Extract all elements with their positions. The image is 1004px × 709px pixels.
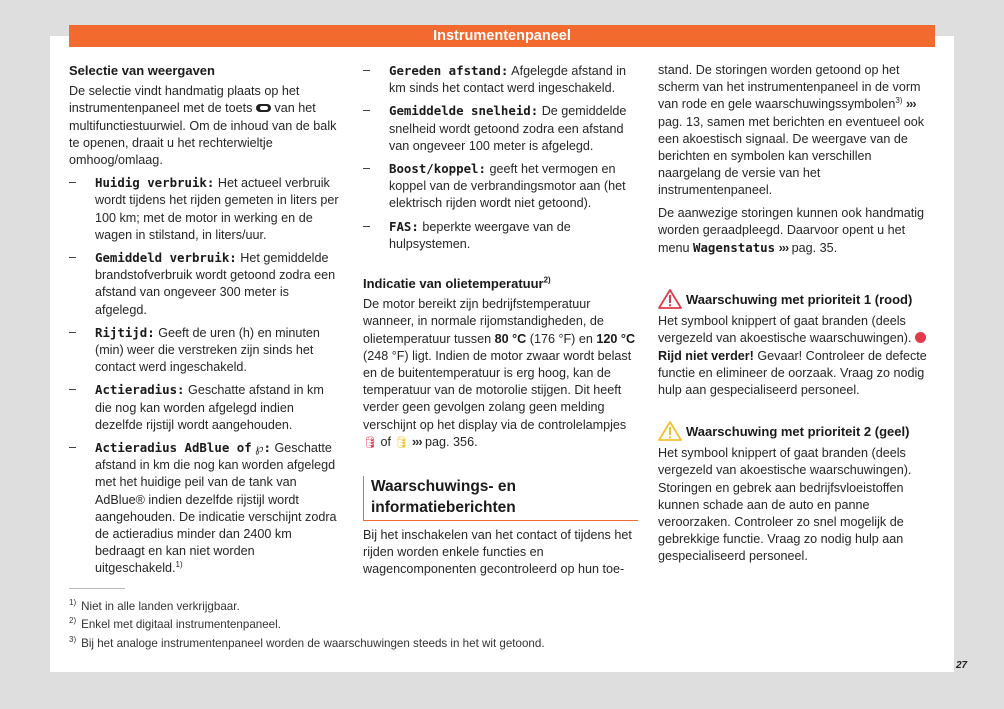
item-term: Gemiddelde snelheid: [389, 103, 539, 119]
list-item: – Actieradius: Geschatte afstand in km die nog kan worden afgelegd indien dezelfde rijstijl wordt aangehouden. [69, 382, 324, 432]
column-3 [658, 62, 936, 571]
footnote-item [69, 635, 545, 653]
list-item: – Huidig verbruik: Het actueel verbruik wordt tijdens het rijden gemeten in liters per 100 km; met de motor in werking en de wagen in stilstand, in liters/uur. [69, 175, 339, 242]
footnotes [69, 598, 545, 653]
item-text: beperkte weergave van de hulpsystemen. [389, 219, 571, 251]
item-term: Actieradius AdBlue of [95, 440, 252, 456]
item-text: Het actueel verbruik wordt tijdens het rijden gemeten in liters per 100 km; met de motor in werking en de wagen in stilstand, in liters/uur. [95, 176, 339, 242]
footnote-mark: 2) [69, 616, 77, 626]
list-item: – Rijtijd: Geeft de uren (h) en minuten (min) weer die verstreken zijn sinds het contact werd ingeschakeld. [69, 324, 320, 375]
warning-1-paragraph [658, 313, 936, 399]
item-text: Geschatte afstand in km die nog kan worden afgelegd met het huidige peil van de tank van AdBlue® indien dezelfde rijstijl wordt aangehouden. De indicatie verschijnt zodra de actieradius minder dan 2400 km bedraagt en kan niet worden uitgeschakeld. [95, 441, 337, 576]
footnote-text: Enkel met digitaal instrumentenpaneel. [81, 618, 281, 632]
status-text: samen met berichten en eventueel ook een akoestisch signaal. De weergave van de berichten en symbolen kan verschillen naargelang de versie van het instrumentenpaneel. [658, 114, 925, 198]
oil-text: (248 °F) ligt. Indien de motor zwaar wordt belast en de buitentemperatuur is erg hoog, kan de temperatuur van de motorolie stijgen. Dit heeft verder geen gevolgen zolang geen melding verschijnt op het display via de controlelampjes [363, 348, 632, 432]
warning-1-bold: Rijd niet verder! [658, 348, 754, 363]
item-term: Boost/koppel: [389, 161, 486, 177]
oil-can-yellow-icon: 🛢 [394, 436, 409, 449]
item-term: FAS: [389, 218, 419, 234]
column-2 [363, 62, 638, 584]
page-ref-link[interactable]: pag. 35. [791, 241, 838, 256]
footnote-text: Bij het analoge instrumentenpaneel worden de waarschuwingen steeds in het wit getoond. [81, 636, 545, 650]
section-paragraph: Bij het inschakelen van het contact of tijdens het rijden worden enkele functies en wagencomponenten gecontroleerd op hun toe- [363, 528, 632, 577]
list-item: – Gereden afstand: Afgelegde afstand in km sinds het contact werd ingeschakeld. [363, 63, 627, 96]
page-ref-link[interactable]: pag. 13, [658, 114, 704, 129]
warning-1-text: Gevaar! Controleer de defecte functie en elimineer de oorzaak. Vraag zo nodig hulp aan gespecialiseerd personeel. [658, 348, 927, 398]
oil-text: De motor bereikt zijn bedrijfstemperatuur wanneer, in normale rijomstandigheden, de olietemperatuur tussen [363, 297, 604, 346]
oil-temp-low: 80 °C [494, 331, 527, 346]
manual-text: De aanwezige storingen kunnen ook handmatig worden geraadpleegd. Daarvoor opent u het menu [658, 205, 925, 256]
view-button-icon [256, 104, 271, 112]
oil-paragraph [363, 296, 638, 452]
page-ref-link[interactable]: pag. 356. [425, 434, 478, 449]
list-item: – FAS: beperkte weergave van de hulpsystemen. [363, 218, 571, 251]
item-term: Huidig verbruik: [95, 175, 215, 191]
item-term: Rijtijd: [95, 324, 155, 340]
heading-olietemperatuur [363, 275, 638, 292]
manual-paragraph [658, 205, 936, 258]
oil-can-red-icon: 🛢 [363, 436, 377, 449]
warning-2-paragraph: Het symbool knippert of gaat branden (deels vergezeld van akoestische waarschuwingen). Storingen en gebrek aan bedrijfsvloeistoffen kunnen schade aan de auto en panne veroorzaken. Controleer zo snel mogelijk de gebrekkige functie. Vraag zo nodig hulp aan gespecialiseerd personeel. [658, 446, 912, 564]
item-text: Het gemiddelde brandstofverbruik wordt getoond zodra een afstand van ongeveer 300 meter is afgelegd. [95, 251, 336, 317]
warning-2-title: Waarschuwing met prioriteit 2 (geel) [686, 423, 910, 439]
heading-selectie: Selectie van weergaven [69, 63, 215, 78]
item-text: Geschatte afstand in km die nog kan worden afgelegd indien dezelfde rijstijl wordt aangehouden. [95, 383, 324, 432]
item-text: Afgelegde afstand in km sinds het contact werd ingeschakeld. [389, 64, 627, 96]
footnote-mark: 3) [69, 634, 77, 644]
list-item: – Actieradius AdBlue of ℘: Geschatte afstand in km die nog kan worden afgelegd met het huidige peil van de tank van AdBlue® indien dezelfde rijstijl wordt aangehouden. De indicatie verschijnt zodra de actieradius minder dan 2400 km bedraagt en kan niet worden uitgeschakeld.$^{1)}$ [69, 440, 337, 576]
warning-priority-2-heading [658, 421, 936, 441]
intro-text-b: van het multifunctiestuurwiel. Om de inhoud van de balk te openen, draait u het rechterwieltje omhoog/omlaag. [69, 101, 337, 168]
footnote-ref[interactable]: 1) [175, 560, 183, 570]
warning-priority-1-heading [658, 289, 936, 309]
footnote-divider [69, 588, 125, 589]
footnote-item [69, 616, 545, 634]
oil-text: of [380, 434, 391, 449]
list-item: – Gemiddeld verbruik: Het gemiddelde brandstofverbruik wordt getoond zodra een afstand van ongeveer 300 meter is afgelegd. [69, 250, 336, 317]
column-1 [69, 62, 344, 583]
page-number: 27 [956, 660, 968, 671]
oil-text: (176 °F) en [529, 331, 593, 346]
warning-1-title: Waarschuwing met prioriteit 1 (rood) [686, 291, 913, 307]
page-header-title: Instrumentenpaneel [69, 25, 935, 47]
list-item: – Boost/koppel: geeft het vermogen en koppel van de verbrandingsmotor aan (het elektrisch rijden wordt niet getoond). [363, 161, 626, 211]
item-term-suffix: : [263, 440, 271, 456]
warning-red-triangle-icon [658, 289, 682, 309]
section-heading-waarschuwingen: Waarschuwings- en informatieberichten [363, 476, 638, 521]
warning-1-text: Het symbool knippert of gaat branden (deels vergezeld van akoestische waarschuwingen). [658, 314, 912, 346]
oil-heading-text: Indicatie van olietemperatuur [363, 276, 544, 292]
oil-temp-high: 120 °C [596, 331, 636, 346]
page-ref-arrows-icon: ››› [905, 97, 916, 112]
menu-name: Wagenstatus [693, 240, 776, 256]
item-text: De gemiddelde snelheid wordt getoond zodra een afstand van ongeveer 100 meter is afgelegd. [389, 104, 627, 153]
intro-paragraph [69, 83, 344, 169]
intro-text-a: De selectie vindt handmatig plaats op het instrumentenpaneel met de toets [69, 84, 300, 116]
list-item: – Gemiddelde snelheid: De gemiddelde snelheid wordt getoond zodra een afstand van ongeveer 100 meter is afgelegd. [363, 103, 627, 153]
item-text: Geeft de uren (h) en minuten (min) weer die verstreken zijn sinds het contact werd ingeschakeld. [95, 325, 320, 375]
stop-icon [915, 332, 926, 343]
item-term: Gemiddeld verbruik: [95, 250, 237, 266]
item-term: Gereden afstand: [389, 63, 509, 78]
status-text: stand. De storingen worden getoond op het scherm van het instrumentenpaneel in de vorm van rode en gele waarschuwingssymbolen [658, 63, 921, 112]
page-ref-arrows-icon: ››› [778, 241, 789, 256]
status-paragraph [658, 62, 936, 200]
adblue-icon: ℘ [255, 441, 264, 456]
item-text: geeft het vermogen en koppel van de verbrandingsmotor aan (het elektrisch rijden wordt niet getoond). [389, 162, 626, 211]
footnote-text: Niet in alle landen verkrijgbaar. [81, 600, 240, 613]
page-ref-arrows-icon: ››› [411, 434, 422, 449]
footnote-item [69, 598, 545, 616]
footnote-ref[interactable]: 3) [895, 96, 903, 106]
warning-yellow-triangle-icon [658, 421, 682, 441]
item-term: Actieradius: [95, 382, 185, 398]
footnote-ref[interactable]: 2) [543, 275, 551, 285]
footnote-mark: 1) [69, 598, 77, 608]
